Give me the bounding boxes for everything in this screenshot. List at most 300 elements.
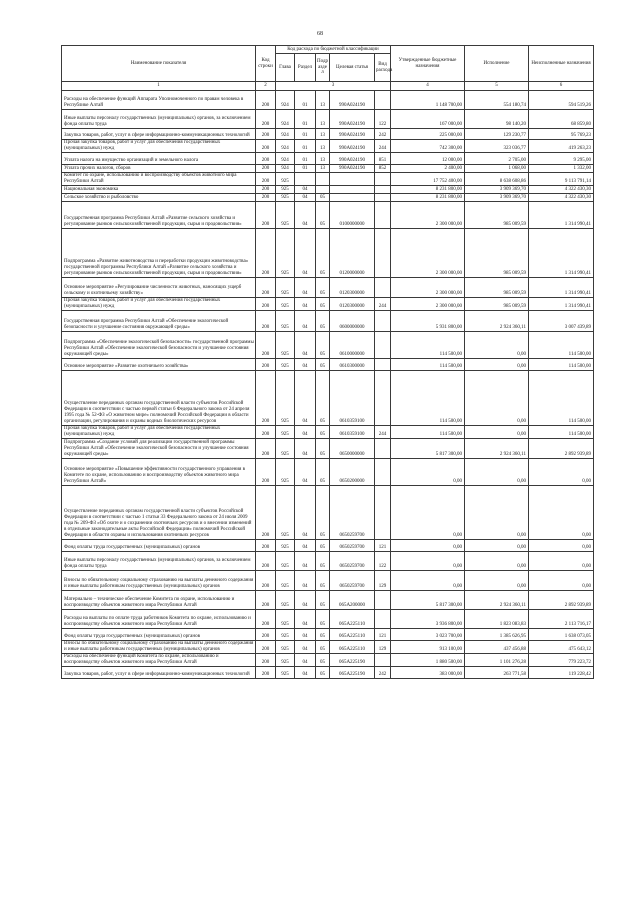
row-executed-cell: 1 068,00 bbox=[465, 165, 529, 173]
row-name-cell: Основное мероприятие «Повышение эффективности государственного управления в Комитете по охране, использованию и воспроизводству объектов животного мира Республики Алтай» bbox=[62, 459, 256, 486]
row-name-cell: Фонд оплаты труда государственных (муниципальных) органов bbox=[62, 540, 256, 552]
row-name-cell: Закупка товаров, работ, услуг в сфере информационно-коммуникационных технологий bbox=[62, 129, 256, 140]
row-target-item-cell: 990А024190 bbox=[330, 91, 375, 110]
row-code-cell: 200 bbox=[256, 110, 276, 129]
table-row bbox=[62, 202, 594, 229]
row-section-cell: 01 bbox=[295, 91, 316, 110]
row-code-cell: 200 bbox=[256, 229, 276, 278]
row-section-cell: 04 bbox=[295, 552, 316, 571]
header-subsection: Подраздел bbox=[316, 54, 330, 82]
row-unexecuted-cell: 95 769,23 bbox=[529, 129, 594, 140]
row-subsection-cell bbox=[316, 186, 330, 194]
row-target-item-cell: 065А200000 bbox=[330, 591, 375, 610]
table-row bbox=[62, 278, 594, 298]
row-expense-type-cell bbox=[375, 459, 391, 486]
row-section-cell bbox=[295, 173, 316, 186]
row-target-item-cell: 990А024190 bbox=[330, 165, 375, 173]
row-executed-cell: 0,00 bbox=[465, 552, 529, 571]
row-name-cell: Подпрограмма «Создание условий для реализации государственной программы Республики Алтай «Обеспечение экологической безопасности и улучшение состояния окружающей среды» bbox=[62, 439, 256, 459]
row-approved-cell: 742 300,00 bbox=[391, 140, 465, 153]
row-chapter-cell: 925 bbox=[276, 359, 295, 371]
row-subsection-cell: 05 bbox=[316, 426, 330, 439]
row-chapter-cell: 925 bbox=[276, 202, 295, 229]
row-approved-cell: 383 000,00 bbox=[391, 667, 465, 679]
row-name-cell: Национальная экономика bbox=[62, 186, 256, 194]
row-chapter-cell: 924 bbox=[276, 110, 295, 129]
header-section: Раздел bbox=[295, 54, 316, 82]
table-row bbox=[62, 91, 594, 110]
row-executed-cell: 1 101 276,28 bbox=[465, 654, 529, 667]
row-name-cell: Подпрограмма «Развитие животноводства и переработки продукции животноводства» государственной программы Республики Алтай «Развитие сельского хозяйства и регулирование рынков сельскохозяйственной продукции, сырья и продовольствия» bbox=[62, 229, 256, 278]
row-name-cell: Закупка товаров, работ, услуг в сфере информационно-коммуникационных технологий bbox=[62, 667, 256, 679]
row-subsection-cell: 05 bbox=[316, 654, 330, 667]
row-expense-type-cell: 244 bbox=[375, 140, 391, 153]
row-name-cell: Комитет по охране, использованию и воспроизводству объектов животного мира Республики Алтай bbox=[62, 173, 256, 186]
row-unexecuted-cell: 1 314 990,41 bbox=[529, 229, 594, 278]
row-unexecuted-cell: 9 295,00 bbox=[529, 153, 594, 165]
row-target-item-cell: 0650259700 bbox=[330, 552, 375, 571]
row-executed-cell: 0,00 bbox=[465, 332, 529, 359]
row-approved-cell: 2 400,00 bbox=[391, 165, 465, 173]
row-code-cell: 200 bbox=[256, 298, 276, 311]
row-section-cell: 04 bbox=[295, 641, 316, 654]
row-approved-cell: 0,00 bbox=[391, 571, 465, 591]
row-section-cell: 01 bbox=[295, 129, 316, 140]
row-subsection-cell: 05 bbox=[316, 298, 330, 311]
row-subsection-cell: 05 bbox=[316, 371, 330, 426]
row-code-cell: 200 bbox=[256, 629, 276, 641]
row-expense-type-cell: 129 bbox=[375, 641, 391, 654]
column-number: 4 bbox=[391, 82, 465, 91]
row-approved-cell: 2 300 000,00 bbox=[391, 278, 465, 298]
row-unexecuted-cell: 1 314 990,41 bbox=[529, 298, 594, 311]
table-row bbox=[62, 332, 594, 359]
table-row bbox=[62, 110, 594, 129]
row-name-cell: Взносы по обязательному социальному страхованию на выплаты денежного содержания и иные выплаты работникам государственных (муниципальных) органов bbox=[62, 571, 256, 591]
row-subsection-cell: 13 bbox=[316, 153, 330, 165]
row-section-cell: 04 bbox=[295, 359, 316, 371]
row-unexecuted-cell: 419 263,23 bbox=[529, 140, 594, 153]
row-executed-cell: 263 771,58 bbox=[465, 667, 529, 679]
row-section-cell: 04 bbox=[295, 459, 316, 486]
row-chapter-cell: 925 bbox=[276, 552, 295, 571]
row-unexecuted-cell: 4 322 430,30 bbox=[529, 186, 594, 194]
row-code-cell: 200 bbox=[256, 459, 276, 486]
row-name-cell: Осуществление переданных органам государственной власти субъектов Российской Федерации в соответствии с частью 1 статьи 33 Федерального закона от 24 июля 2009 года № 209-ФЗ «Об охоте и о сохранении охотничьих ресурсов и о внесении изменений в отдельные законодательные акты Российской Федерации» полномочий Российской Федерации в области охраны и использования охотничьих ресурсов bbox=[62, 486, 256, 540]
header-unexecuted: Неисполненные назначения bbox=[529, 46, 594, 82]
row-code-cell: 200 bbox=[256, 194, 276, 202]
row-code-cell: 200 bbox=[256, 278, 276, 298]
row-expense-type-cell bbox=[375, 173, 391, 186]
row-approved-cell: 114 500,00 bbox=[391, 371, 465, 426]
row-expense-type-cell: 244 bbox=[375, 426, 391, 439]
row-section-cell: 04 bbox=[295, 571, 316, 591]
row-executed-cell: 1 385 626,95 bbox=[465, 629, 529, 641]
row-unexecuted-cell: 68 859,80 bbox=[529, 110, 594, 129]
row-chapter-cell: 925 bbox=[276, 571, 295, 591]
row-section-cell: 01 bbox=[295, 165, 316, 173]
row-name-cell: Прочая закупка товаров, работ и услуг для обеспечения государственных (муниципальных) нужд bbox=[62, 426, 256, 439]
row-chapter-cell: 924 bbox=[276, 153, 295, 165]
row-subsection-cell: 05 bbox=[316, 459, 330, 486]
row-approved-cell: 0,00 bbox=[391, 486, 465, 540]
row-executed-cell: 98 140,20 bbox=[465, 110, 529, 129]
row-target-item-cell: 065А225110 bbox=[330, 641, 375, 654]
row-approved-cell: 167 000,00 bbox=[391, 110, 465, 129]
row-target-item-cell: 065А225190 bbox=[330, 667, 375, 679]
row-expense-type-cell bbox=[375, 610, 391, 629]
table-row bbox=[62, 610, 594, 629]
row-subsection-cell: 05 bbox=[316, 540, 330, 552]
table-row bbox=[62, 153, 594, 165]
row-target-item-cell: 0650259700 bbox=[330, 540, 375, 552]
row-chapter-cell: 925 bbox=[276, 229, 295, 278]
row-executed-cell: 0,00 bbox=[465, 371, 529, 426]
row-section-cell: 04 bbox=[295, 654, 316, 667]
table-row bbox=[62, 140, 594, 153]
row-name-cell: Материально – техническое обеспечение Комитета по охране, использованию и воспроизводству объектов животного мира Республики Алтай bbox=[62, 591, 256, 610]
row-target-item-cell: 990А024190 bbox=[330, 110, 375, 129]
row-section-cell: 04 bbox=[295, 667, 316, 679]
table-row bbox=[62, 552, 594, 571]
row-approved-cell: 1 148 700,00 bbox=[391, 91, 465, 110]
row-subsection-cell: 05 bbox=[316, 552, 330, 571]
row-target-item-cell: 065А225110 bbox=[330, 629, 375, 641]
row-code-cell: 200 bbox=[256, 540, 276, 552]
row-expense-type-cell: 852 bbox=[375, 165, 391, 173]
header-executed: Исполнение bbox=[465, 46, 529, 82]
row-unexecuted-cell: 594 519,26 bbox=[529, 91, 594, 110]
row-code-cell: 200 bbox=[256, 426, 276, 439]
table-row bbox=[62, 459, 594, 486]
row-unexecuted-cell: 114 500,00 bbox=[529, 426, 594, 439]
row-chapter-cell: 925 bbox=[276, 371, 295, 426]
row-name-cell: Расходы на выплаты по оплате труда работников Комитета по охране, использованию и воспроизводству объектов животного мира Республики Алтай bbox=[62, 610, 256, 629]
row-section-cell: 01 bbox=[295, 153, 316, 165]
row-executed-cell: 0,00 bbox=[465, 459, 529, 486]
row-target-item-cell: 0120300000 bbox=[330, 298, 375, 311]
row-section-cell: 04 bbox=[295, 202, 316, 229]
column-number: 1 bbox=[62, 82, 256, 91]
row-approved-cell: 2 300 000,00 bbox=[391, 202, 465, 229]
row-unexecuted-cell: 2 113 716,17 bbox=[529, 610, 594, 629]
row-code-cell: 200 bbox=[256, 359, 276, 371]
row-expense-type-cell: 122 bbox=[375, 552, 391, 571]
row-approved-cell: 17 752 400,00 bbox=[391, 173, 465, 186]
row-subsection-cell: 05 bbox=[316, 278, 330, 298]
table-row bbox=[62, 591, 594, 610]
row-unexecuted-cell: 3 007 439,89 bbox=[529, 311, 594, 332]
header-row-code: Код строки bbox=[256, 46, 276, 82]
row-chapter-cell: 925 bbox=[276, 641, 295, 654]
row-expense-type-cell bbox=[375, 486, 391, 540]
table-row bbox=[62, 311, 594, 332]
row-section-cell: 04 bbox=[295, 591, 316, 610]
table-row bbox=[62, 486, 594, 540]
table-row bbox=[62, 173, 594, 186]
row-chapter-cell: 925 bbox=[276, 459, 295, 486]
row-code-cell: 200 bbox=[256, 591, 276, 610]
row-executed-cell: 985 009,59 bbox=[465, 202, 529, 229]
table-row bbox=[62, 654, 594, 667]
row-expense-type-cell: 121 bbox=[375, 540, 391, 552]
row-section-cell: 04 bbox=[295, 610, 316, 629]
row-expense-type-cell: 122 bbox=[375, 110, 391, 129]
column-numbers-row bbox=[62, 82, 594, 91]
row-approved-cell: 225 000,00 bbox=[391, 129, 465, 140]
row-section-cell: 04 bbox=[295, 298, 316, 311]
row-unexecuted-cell: 1 332,00 bbox=[529, 165, 594, 173]
row-subsection-cell: 13 bbox=[316, 140, 330, 153]
row-executed-cell: 985 009,59 bbox=[465, 229, 529, 278]
row-subsection-cell: 05 bbox=[316, 667, 330, 679]
row-code-cell: 200 bbox=[256, 610, 276, 629]
row-code-cell: 200 bbox=[256, 571, 276, 591]
row-approved-cell: 2 300 000,00 bbox=[391, 229, 465, 278]
row-code-cell: 200 bbox=[256, 140, 276, 153]
row-chapter-cell: 924 bbox=[276, 91, 295, 110]
row-subsection-cell: 05 bbox=[316, 571, 330, 591]
row-name-cell: Основное мероприятие «Регулирование численности животных, наносящих ущерб сельскому и охотничьему хозяйству» bbox=[62, 278, 256, 298]
row-target-item-cell: 0650000000 bbox=[330, 439, 375, 459]
row-name-cell: Уплата прочих налогов, сборов bbox=[62, 165, 256, 173]
row-unexecuted-cell: 779 223,72 bbox=[529, 654, 594, 667]
row-approved-cell: 3 936 800,00 bbox=[391, 610, 465, 629]
row-target-item-cell: 0650200000 bbox=[330, 459, 375, 486]
row-subsection-cell: 05 bbox=[316, 359, 330, 371]
row-chapter-cell: 925 bbox=[276, 654, 295, 667]
row-code-cell: 200 bbox=[256, 186, 276, 194]
table-row bbox=[62, 359, 594, 371]
row-chapter-cell: 925 bbox=[276, 173, 295, 186]
row-chapter-cell: 925 bbox=[276, 591, 295, 610]
table-row bbox=[62, 129, 594, 140]
row-expense-type-cell bbox=[375, 194, 391, 202]
row-executed-cell: 3 909 369,70 bbox=[465, 186, 529, 194]
row-subsection-cell: 05 bbox=[316, 591, 330, 610]
header-bk-group: Код расхода по бюджетной классификации bbox=[276, 46, 391, 54]
column-number: 2 bbox=[256, 82, 276, 91]
row-section-cell: 04 bbox=[295, 371, 316, 426]
row-expense-type-cell bbox=[375, 186, 391, 194]
row-expense-type-cell bbox=[375, 332, 391, 359]
row-executed-cell: 554 180,74 bbox=[465, 91, 529, 110]
row-section-cell: 04 bbox=[295, 229, 316, 278]
table-row bbox=[62, 298, 594, 311]
row-approved-cell: 3 023 700,00 bbox=[391, 629, 465, 641]
row-code-cell: 200 bbox=[256, 552, 276, 571]
row-target-item-cell: 0100000000 bbox=[330, 202, 375, 229]
row-name-cell: Расходы на обеспечение функций Аппарата Уполномоченного по правам человека в Республике Алтай bbox=[62, 91, 256, 110]
table-row bbox=[62, 371, 594, 426]
row-executed-cell: 985 009,59 bbox=[465, 298, 529, 311]
row-code-cell: 200 bbox=[256, 173, 276, 186]
row-chapter-cell: 925 bbox=[276, 486, 295, 540]
row-approved-cell: 0,00 bbox=[391, 540, 465, 552]
row-expense-type-cell bbox=[375, 591, 391, 610]
row-expense-type-cell bbox=[375, 91, 391, 110]
row-subsection-cell: 05 bbox=[316, 311, 330, 332]
column-number: 6 bbox=[529, 82, 594, 91]
row-unexecuted-cell: 2 892 939,89 bbox=[529, 439, 594, 459]
row-executed-cell: 2 924 360,11 bbox=[465, 439, 529, 459]
row-unexecuted-cell: 475 643,12 bbox=[529, 641, 594, 654]
row-code-cell: 200 bbox=[256, 153, 276, 165]
row-code-cell: 200 bbox=[256, 332, 276, 359]
row-approved-cell: 5 817 300,00 bbox=[391, 439, 465, 459]
row-expense-type-cell: 129 bbox=[375, 571, 391, 591]
row-name-cell: Уплата налога на имущество организаций и земельного налога bbox=[62, 153, 256, 165]
row-code-cell: 200 bbox=[256, 667, 276, 679]
row-subsection-cell: 05 bbox=[316, 641, 330, 654]
row-executed-cell: 0,00 bbox=[465, 571, 529, 591]
row-expense-type-cell: 242 bbox=[375, 667, 391, 679]
row-section-cell: 04 bbox=[295, 629, 316, 641]
table-row bbox=[62, 629, 594, 641]
row-subsection-cell: 13 bbox=[316, 110, 330, 129]
row-unexecuted-cell: 0,00 bbox=[529, 552, 594, 571]
table-row bbox=[62, 540, 594, 552]
row-executed-cell: 8 638 608,86 bbox=[465, 173, 529, 186]
row-target-item-cell: 990А024190 bbox=[330, 129, 375, 140]
row-chapter-cell: 924 bbox=[276, 165, 295, 173]
row-subsection-cell: 05 bbox=[316, 629, 330, 641]
row-target-item-cell: 0600000000 bbox=[330, 311, 375, 332]
table-row bbox=[62, 667, 594, 679]
row-approved-cell: 114 500,00 bbox=[391, 332, 465, 359]
row-chapter-cell: 925 bbox=[276, 540, 295, 552]
row-subsection-cell: 05 bbox=[316, 610, 330, 629]
row-name-cell: Фонд оплаты труда государственных (муниципальных) органов bbox=[62, 629, 256, 641]
row-target-item-cell bbox=[330, 186, 375, 194]
row-target-item-cell: 0610359100 bbox=[330, 371, 375, 426]
budget-execution-table bbox=[61, 45, 594, 679]
row-executed-cell: 0,00 bbox=[465, 426, 529, 439]
column-number: 5 bbox=[465, 82, 529, 91]
row-executed-cell: 129 230,77 bbox=[465, 129, 529, 140]
row-code-cell: 200 bbox=[256, 439, 276, 459]
row-expense-type-cell bbox=[375, 311, 391, 332]
row-target-item-cell: 0120300000 bbox=[330, 278, 375, 298]
row-name-cell: Иные выплаты персоналу государственных (муниципальных) органов, за исключением фонда оплаты труда bbox=[62, 552, 256, 571]
row-chapter-cell: 925 bbox=[276, 439, 295, 459]
row-section-cell: 04 bbox=[295, 439, 316, 459]
row-unexecuted-cell: 114 500,00 bbox=[529, 332, 594, 359]
row-chapter-cell: 925 bbox=[276, 298, 295, 311]
row-executed-cell: 0,00 bbox=[465, 359, 529, 371]
header-name: Наименование показателя bbox=[62, 46, 256, 82]
row-unexecuted-cell: 0,00 bbox=[529, 540, 594, 552]
row-section-cell: 04 bbox=[295, 332, 316, 359]
row-section-cell: 04 bbox=[295, 426, 316, 439]
row-unexecuted-cell: 0,00 bbox=[529, 571, 594, 591]
row-target-item-cell bbox=[330, 194, 375, 202]
row-name-cell: Расходы на обеспечение функций Комитета по охране, использованию и воспроизводству объектов животного мира Республики Алтай bbox=[62, 654, 256, 667]
row-approved-cell: 8 231 800,00 bbox=[391, 186, 465, 194]
row-subsection-cell bbox=[316, 173, 330, 186]
row-target-item-cell: 0120000000 bbox=[330, 229, 375, 278]
row-target-item-cell: 0610359100 bbox=[330, 426, 375, 439]
row-chapter-cell: 925 bbox=[276, 194, 295, 202]
row-section-cell: 04 bbox=[295, 278, 316, 298]
row-approved-cell: 2 300 000,00 bbox=[391, 298, 465, 311]
row-expense-type-cell: 121 bbox=[375, 629, 391, 641]
row-unexecuted-cell: 9 113 791,14 bbox=[529, 173, 594, 186]
row-subsection-cell: 05 bbox=[316, 332, 330, 359]
page-number: 68 bbox=[317, 31, 323, 37]
row-unexecuted-cell: 1 638 073,05 bbox=[529, 629, 594, 641]
row-executed-cell: 0,00 bbox=[465, 486, 529, 540]
row-expense-type-cell bbox=[375, 278, 391, 298]
row-approved-cell: 5 817 300,00 bbox=[391, 591, 465, 610]
row-expense-type-cell: 242 bbox=[375, 129, 391, 140]
row-subsection-cell: 13 bbox=[316, 91, 330, 110]
row-code-cell: 200 bbox=[256, 311, 276, 332]
row-subsection-cell: 05 bbox=[316, 202, 330, 229]
row-target-item-cell: 065А225190 bbox=[330, 654, 375, 667]
table-body bbox=[62, 91, 594, 679]
row-subsection-cell: 13 bbox=[316, 165, 330, 173]
row-chapter-cell: 924 bbox=[276, 129, 295, 140]
row-subsection-cell: 05 bbox=[316, 194, 330, 202]
row-unexecuted-cell: 1 314 990,41 bbox=[529, 202, 594, 229]
row-executed-cell: 0,00 bbox=[465, 540, 529, 552]
row-chapter-cell: 925 bbox=[276, 667, 295, 679]
table-row bbox=[62, 165, 594, 173]
row-name-cell: Государственная программа Республики Алтай «Развитие сельского хозяйства и регулирование рынков сельскохозяйственной продукции, сырья и продовольствия» bbox=[62, 202, 256, 229]
row-subsection-cell: 05 bbox=[316, 486, 330, 540]
row-executed-cell: 2 924 360,11 bbox=[465, 311, 529, 332]
row-code-cell: 200 bbox=[256, 654, 276, 667]
row-section-cell: 01 bbox=[295, 140, 316, 153]
row-subsection-cell: 05 bbox=[316, 439, 330, 459]
row-expense-type-cell bbox=[375, 202, 391, 229]
row-unexecuted-cell: 0,00 bbox=[529, 486, 594, 540]
row-chapter-cell: 925 bbox=[276, 186, 295, 194]
row-name-cell: Иные выплаты персоналу государственных (муниципальных) органов, за исключением фонда оплаты труда bbox=[62, 110, 256, 129]
row-approved-cell: 0,00 bbox=[391, 552, 465, 571]
table-row bbox=[62, 186, 594, 194]
row-unexecuted-cell: 119 228,42 bbox=[529, 667, 594, 679]
row-name-cell: Прочая закупка товаров, работ и услуг для обеспечения государственных (муниципальных) нужд bbox=[62, 298, 256, 311]
row-target-item-cell: 065А225110 bbox=[330, 610, 375, 629]
row-unexecuted-cell: 4 322 430,30 bbox=[529, 194, 594, 202]
row-executed-cell: 2 705,00 bbox=[465, 153, 529, 165]
row-code-cell: 200 bbox=[256, 91, 276, 110]
row-target-item-cell: 0610000000 bbox=[330, 332, 375, 359]
header-target-item: Целевая статья bbox=[330, 54, 375, 82]
row-section-cell: 04 bbox=[295, 486, 316, 540]
row-chapter-cell: 925 bbox=[276, 332, 295, 359]
table-row bbox=[62, 571, 594, 591]
row-chapter-cell: 925 bbox=[276, 610, 295, 629]
row-name-cell: Осуществление переданных органам государственной власти субъектов Российской Федерации в соответствии с частью первой статьи 6 Федерального закона от 24 апреля 1995 года № 52-ФЗ «О животном мире» полномочий Российской Федерации в области организации, регулирования и охраны водных биологических ресурсов bbox=[62, 371, 256, 426]
row-section-cell: 04 bbox=[295, 186, 316, 194]
table-row bbox=[62, 641, 594, 654]
row-executed-cell: 1 823 083,83 bbox=[465, 610, 529, 629]
row-chapter-cell: 924 bbox=[276, 140, 295, 153]
row-approved-cell: 1 880 500,00 bbox=[391, 654, 465, 667]
row-name-cell: Прочая закупка товаров, работ и услуг для обеспечения государственных (муниципальных) нужд bbox=[62, 140, 256, 153]
row-approved-cell: 12 000,00 bbox=[391, 153, 465, 165]
row-section-cell: 04 bbox=[295, 311, 316, 332]
row-target-item-cell: 990А024190 bbox=[330, 153, 375, 165]
row-code-cell: 200 bbox=[256, 165, 276, 173]
row-approved-cell: 5 931 800,00 bbox=[391, 311, 465, 332]
row-expense-type-cell: 244 bbox=[375, 298, 391, 311]
row-executed-cell: 437 456,88 bbox=[465, 641, 529, 654]
row-unexecuted-cell: 2 892 939,89 bbox=[529, 591, 594, 610]
